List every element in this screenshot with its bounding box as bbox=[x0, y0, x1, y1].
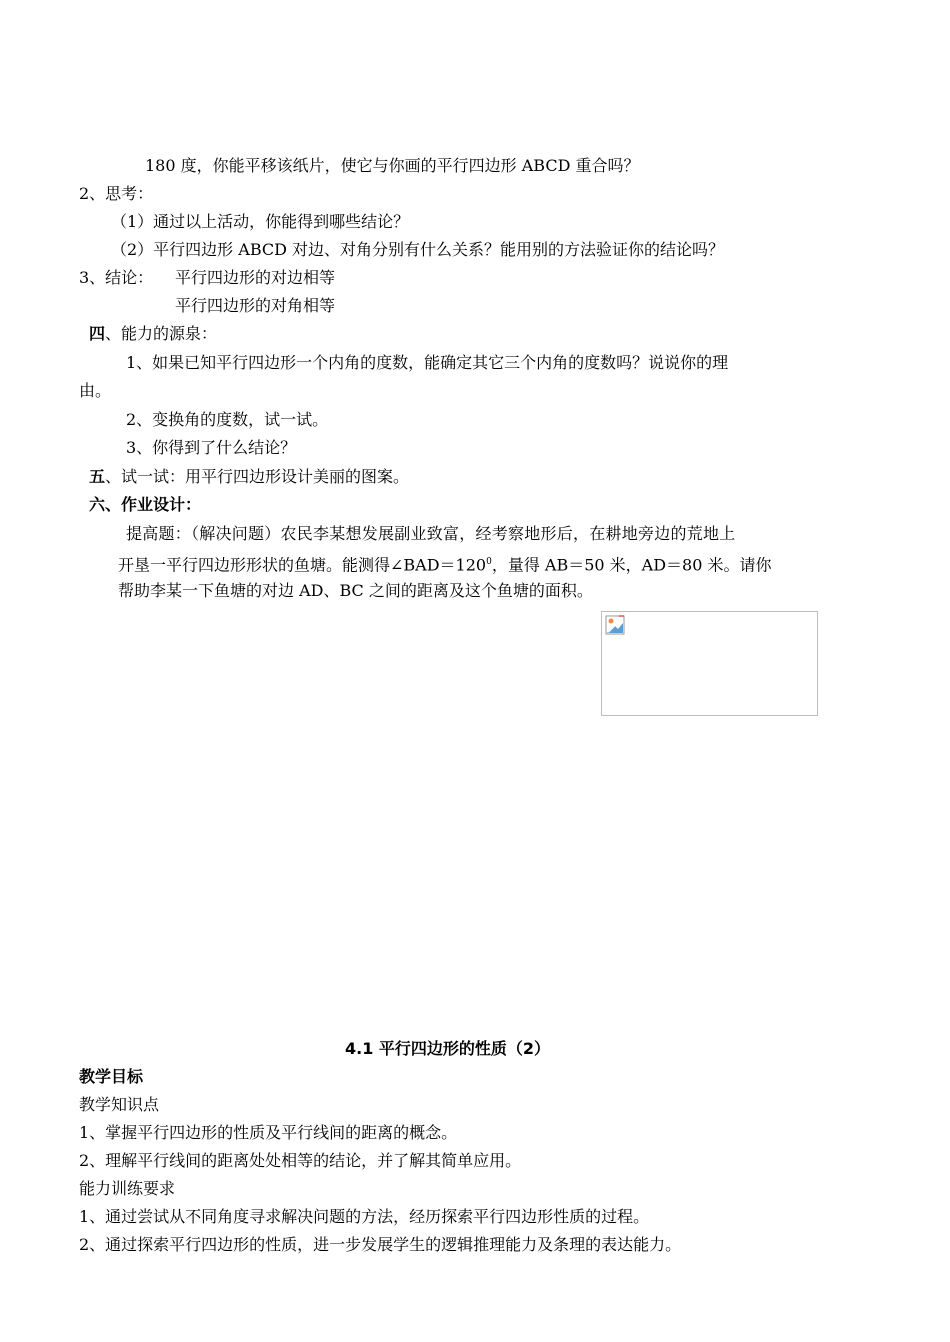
knowledge-point-1: 1、掌握平行四边形的性质及平行线间的距离的概念。 bbox=[79, 1123, 458, 1142]
conclusion-2: 平行四边形的对角相等 bbox=[175, 296, 336, 315]
homework-text-angle: 开垦一平行四边形形状的鱼塘。能测得∠BAD＝120 bbox=[118, 555, 487, 575]
section-four-item-1-cont: 由。 bbox=[79, 381, 112, 400]
teaching-goals-heading: 教学目标 bbox=[79, 1067, 144, 1086]
section-four-item-1: 1、如果已知平行四边形一个内角的度数，能确定其它三个内角的度数吗？说说你的理 bbox=[126, 353, 729, 372]
section-five-number: 五 bbox=[89, 467, 106, 486]
section-five-heading bbox=[89, 467, 409, 487]
ability-requirement-2: 2、通过探索平行四边形的性质，进一步发展学生的逻辑推理能力及条理的表达能力。 bbox=[79, 1235, 682, 1254]
broken-image-icon bbox=[605, 615, 625, 635]
section-five-text: 、试一试：用平行四边形设计美丽的图案。 bbox=[105, 467, 410, 486]
ability-requirements-heading: 能力训练要求 bbox=[79, 1179, 176, 1198]
conclusion-1: 平行四边形的对边相等 bbox=[175, 268, 336, 287]
think-question-2: （2）平行四边形 ABCD 对边、对角分别有什么关系？能用别的方法验证你的结论吗？ bbox=[111, 240, 725, 259]
homework-paragraph-line-2 bbox=[118, 552, 772, 575]
image-placeholder bbox=[601, 611, 818, 716]
lesson-title: 4.1 平行四边形的性质（2） bbox=[345, 1039, 551, 1058]
knowledge-point-2: 2、理解平行线间的距离处处相等的结论，并了解其简单应用。 bbox=[79, 1151, 522, 1170]
section-six-heading: 六、作业设计： bbox=[89, 495, 202, 514]
section-four-number: 四 bbox=[89, 324, 106, 343]
homework-paragraph-line-3: 帮助李某一下鱼塘的对边 AD、BC 之间的距离及这个鱼塘的面积。 bbox=[118, 581, 593, 600]
text-line-180-degrees: 180 度，你能平移该纸片，使它与你画的平行四边形 ABCD 重合吗？ bbox=[145, 156, 640, 175]
ability-requirement-1: 1、通过尝试从不同角度寻求解决问题的方法，经历探索平行四边形性质的过程。 bbox=[79, 1207, 650, 1226]
section-four-item-3: 3、你得到了什么结论？ bbox=[126, 438, 297, 457]
section-four-title: 、能力的源泉： bbox=[105, 324, 218, 343]
homework-text-lengths: ，量得 AB＝50 米，AD＝80 米。请你 bbox=[491, 555, 772, 575]
think-question-1: （1）通过以上活动，你能得到哪些结论？ bbox=[111, 212, 410, 231]
section-four-item-2: 2、变换角的度数，试一试。 bbox=[126, 410, 329, 429]
homework-paragraph-line-1: 提高题：（解决问题）农民李某想发展副业致富，经考察地形后，在耕地旁边的荒地上 bbox=[126, 524, 736, 543]
degree-superscript: 0 bbox=[486, 557, 492, 567]
section-four-heading bbox=[89, 324, 217, 344]
think-heading: 2、思考： bbox=[79, 184, 154, 203]
conclusion-label: 3、结论： bbox=[79, 268, 154, 287]
knowledge-points-heading: 教学知识点 bbox=[79, 1095, 160, 1114]
